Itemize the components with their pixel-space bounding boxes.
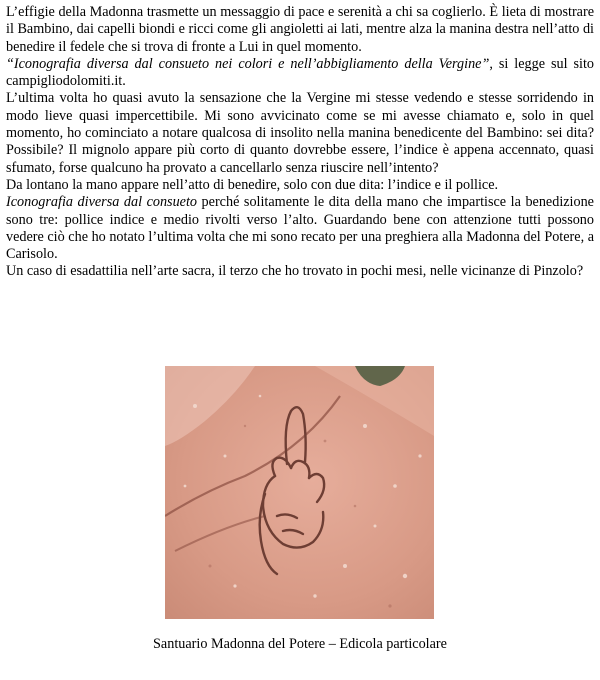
- paragraph-quote: [6, 56, 594, 91]
- article-body: [6, 4, 594, 281]
- paragraph-conclusion: Un caso di esadattilia nell’arte sacra, il terzo che ho trovato in pochi mesi, nelle vicinanze di Pinzolo?: [6, 263, 584, 280]
- quote-italic: “Iconografia diversa dal consueto nei colori e nell’abbigliamento della Vergine”: [6, 55, 490, 72]
- iconography-italic: Iconografia diversa dal consueto: [6, 194, 197, 211]
- fresco-detail-image: [165, 366, 434, 619]
- figure-caption: Santuario Madonna del Potere – Edicola particolare: [153, 636, 447, 652]
- paragraph-intro: L’effigie della Madonna trasmette un messaggio di pace e serenità a chi sa coglierlo. È lieta di mostrare il Bambino, dai capelli biondi e ricci come gli angioletti ai lati, mentre alza la manina destra nell’atto di benedire il fedele che si trova di fronte a Lui in quel momento.: [6, 4, 594, 55]
- fresco-hand-illustration: [165, 366, 434, 619]
- quote-source: , si legge sul sito campigliodolomiti.it.: [6, 55, 594, 90]
- paragraph-iconography: [6, 194, 594, 263]
- iconography-text: perché solitamente le dita della mano che impartisce la benedizione sono tre: pollice indice e medio rivolti verso l’alto. Guardando bene con attenzione tutti possono vedere ciò che ho notato l’ultima volta che mi sono recato per una preghiera alla Madonna del Potere, a Carisolo.: [6, 194, 594, 263]
- paragraph-distance: Da lontano la mano appare nell’atto di benedire, solo con due dita: l’indice e il pollice.: [6, 176, 499, 193]
- paragraph-observation: L’ultima volta ho quasi avuto la sensazione che la Vergine mi stesse vedendo e stesse sorridendo in modo lieve quasi impercettibile. Mi sono avvicinato come se mi avesse chiamato e, solo in quel momento, ho cominciato a notare qualcosa di insolito nella manina benedicente del Bambino: sei dita? Possibile? Il mignolo appare più corto di quanto dovrebbe essere, l’indice è appena accennato, quasi sfumato, forse qualcuno ha provato a cancellarlo senza riuscire nell’intento?: [6, 90, 594, 176]
